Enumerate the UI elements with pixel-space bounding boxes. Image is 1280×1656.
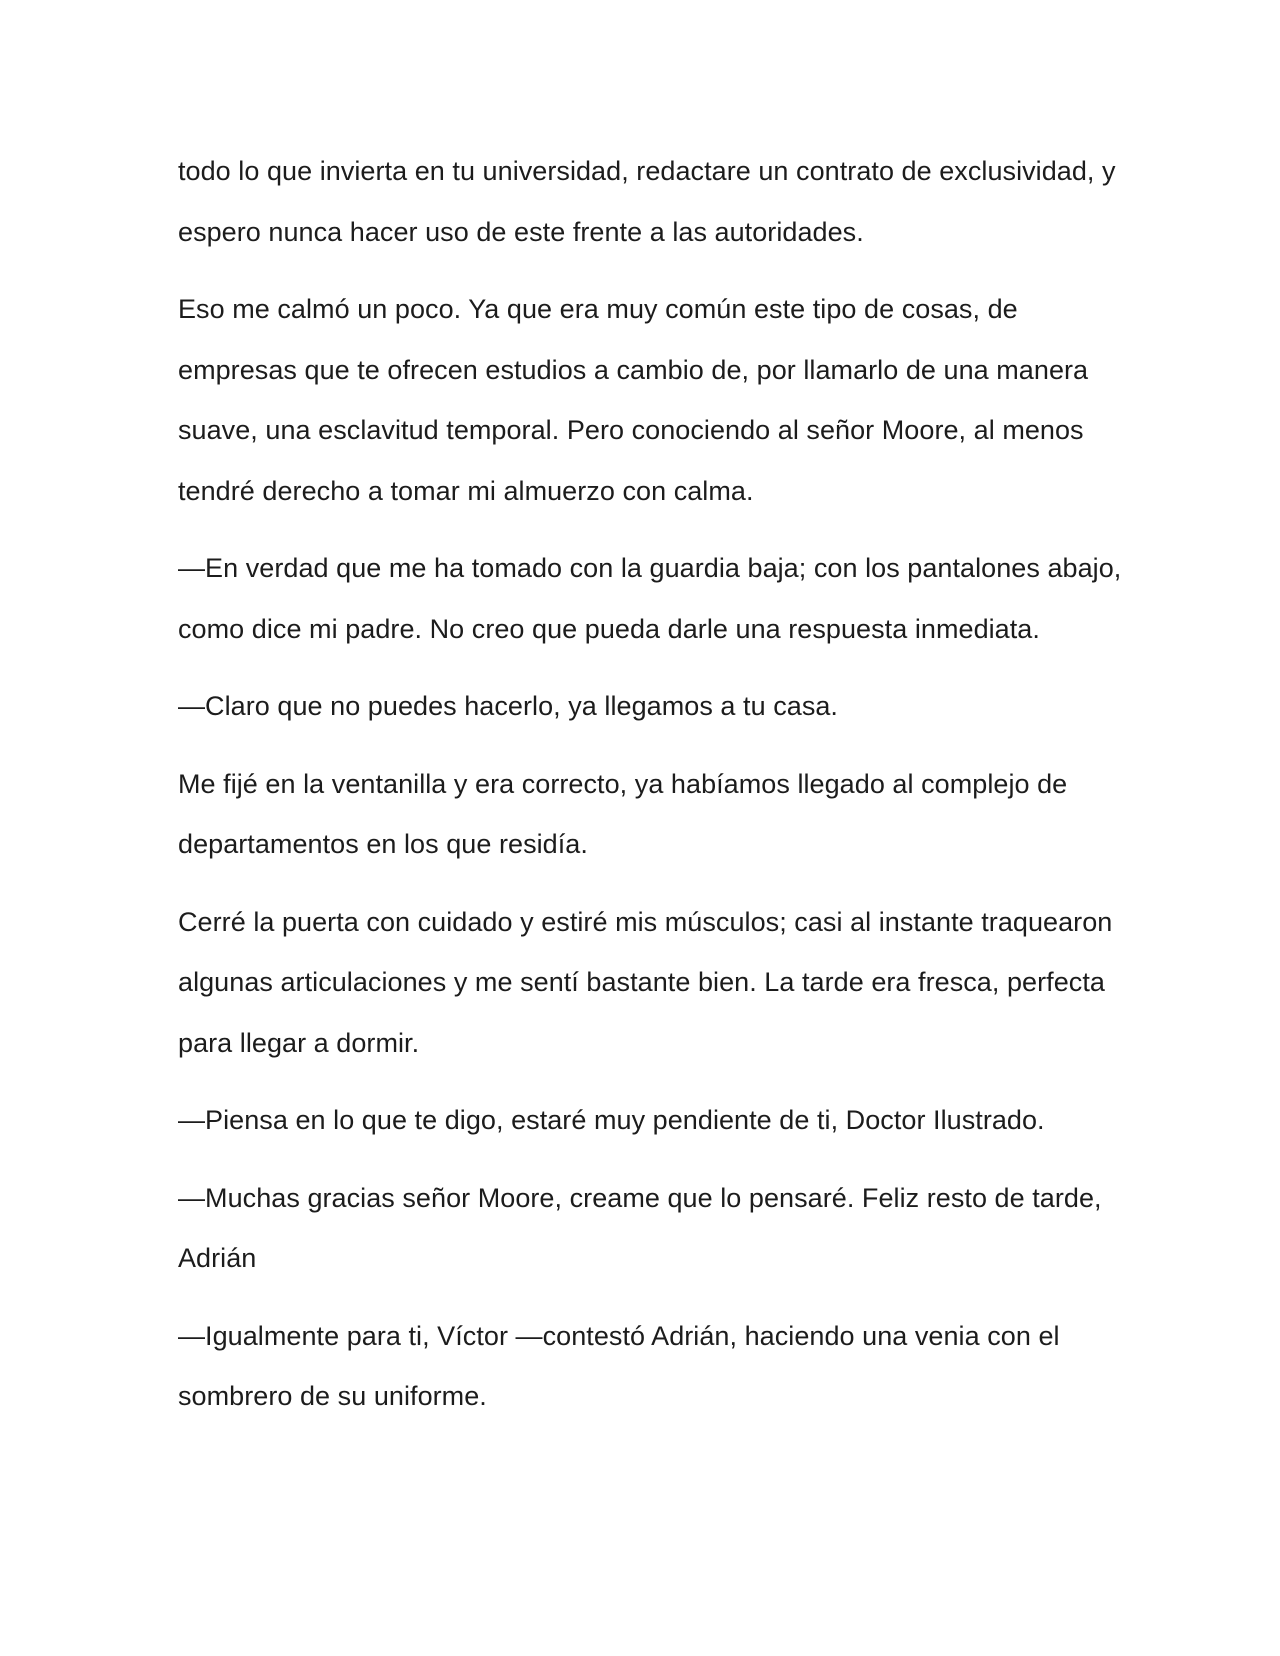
- paragraph-9: —Igualmente para ti, Víctor —contestó Adrián, haciendo una venia con el sombrero de su uniforme.: [178, 1320, 1060, 1411]
- paragraph-8: —Muchas gracias señor Moore, creame que lo pensaré. Feliz resto de tarde, Adrián: [178, 1182, 1102, 1273]
- body-text: [178, 141, 1138, 1444]
- paragraph-6: Cerré la puerta con cuidado y estiré mis músculos; casi al instante traquearon algunas articulaciones y me sentí bastante bien. La tarde era fresca, perfecta para llegar a dormir.: [178, 906, 1113, 1058]
- paragraph-5: Me fijé en la ventanilla y era correcto, ya habíamos llegado al complejo de departamentos en los que residía.: [178, 768, 1068, 859]
- paragraph-4: —Claro que no puedes hacerlo, ya llegamos a tu casa.: [178, 691, 838, 721]
- paragraph-3: —En verdad que me ha tomado con la guardia baja; con los pantalones abajo, como dice mi padre. No creo que pueda darle una respuesta inmediata.: [178, 553, 1122, 644]
- paragraph-1: todo lo que invierta en tu universidad, redactare un contrato de exclusividad, y espero nunca hacer uso de este frente a las autoridades.: [178, 156, 1116, 247]
- paragraph-2: Eso me calmó un poco. Ya que era muy común este tipo de cosas, de empresas que te ofrecen estudios a cambio de, por llamarlo de una manera suave, una esclavitud temporal. Pero conociendo al señor Moore, al menos tendré derecho a tomar mi almuerzo con calma.: [178, 294, 1089, 506]
- paragraph-7: —Piensa en lo que te digo, estaré muy pendiente de ti, Doctor Ilustrado.: [178, 1105, 1045, 1135]
